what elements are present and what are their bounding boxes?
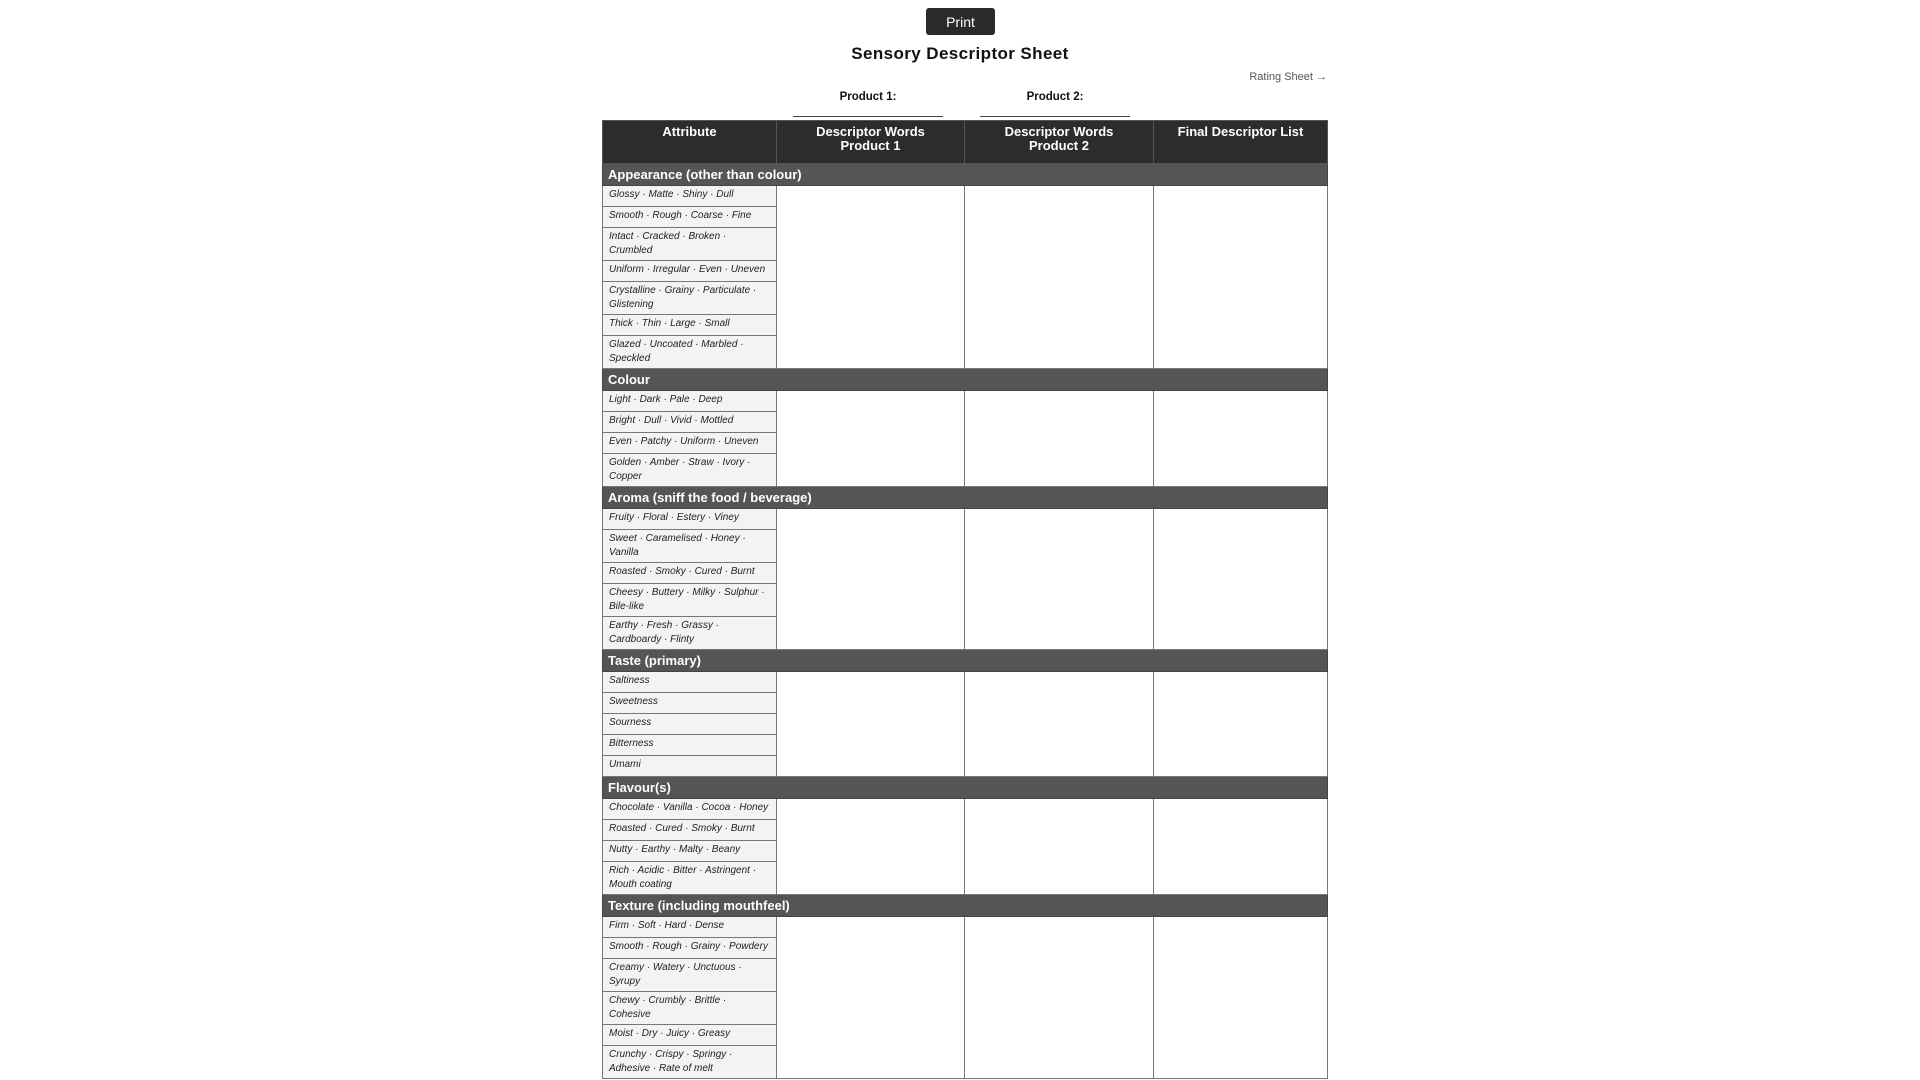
table-body [603, 164, 1328, 1079]
attribute-descriptors: Chocolate · Vanilla · Cocoa · Honey [603, 799, 777, 820]
attribute-descriptors: Roasted · Cured · Smoky · Burnt [603, 820, 777, 841]
attribute-row [603, 672, 1328, 693]
descriptor-table [602, 120, 1328, 1079]
attribute-descriptors: Sweet · Caramelised · Honey · Vanilla [603, 530, 777, 563]
attribute-descriptors: Bright · Dull · Vivid · Mottled [603, 412, 777, 433]
product-1-descriptor-cell[interactable] [777, 391, 965, 487]
attribute-descriptors: Roasted · Smoky · Cured · Burnt [603, 563, 777, 584]
attribute-descriptors: Moist · Dry · Juicy · Greasy [603, 1025, 777, 1046]
attribute-descriptors: Crystalline · Grainy · Particulate · Glistening [603, 282, 777, 315]
attribute-descriptors: Firm · Soft · Hard · Dense [603, 917, 777, 938]
section-header-row [603, 650, 1328, 672]
attribute-descriptors: Uniform · Irregular · Even · Uneven [603, 261, 777, 282]
product-1-descriptor-cell[interactable] [777, 186, 965, 369]
section-header-row [603, 369, 1328, 391]
attribute-descriptors: Smooth · Rough · Coarse · Fine [603, 207, 777, 228]
attribute-descriptors: Even · Patchy · Uniform · Uneven [603, 433, 777, 454]
rating-sheet-link[interactable]: Rating Sheet → [1249, 71, 1327, 83]
header-descriptor-product-1-line1: Descriptor Words [816, 124, 925, 139]
section-header-row [603, 164, 1328, 186]
header-descriptor-product-2-line1: Descriptor Words [1004, 124, 1114, 139]
product-2-descriptor-cell[interactable] [965, 799, 1154, 895]
product-2-label: Product 2: [1026, 91, 1084, 103]
final-descriptor-cell[interactable] [1154, 917, 1328, 1079]
header-descriptor-product-2 [965, 121, 1154, 164]
final-descriptor-cell[interactable] [1154, 186, 1328, 369]
product-1-label: Product 1: [839, 91, 897, 103]
print-button[interactable]: Print [926, 8, 995, 35]
attribute-row [603, 509, 1328, 530]
product-2-descriptor-cell[interactable] [965, 391, 1154, 487]
final-descriptor-cell[interactable] [1154, 391, 1328, 487]
attribute-descriptors: Golden · Amber · Straw · Ivory · Copper [603, 454, 777, 487]
section-title: Taste (primary) [603, 650, 1328, 672]
header-descriptor-product-2-line2: Product 2 [1029, 138, 1089, 153]
section-title: Flavour(s) [603, 777, 1328, 799]
attribute-descriptors: Light · Dark · Pale · Deep [603, 391, 777, 412]
section-header-row [603, 777, 1328, 799]
header-final-descriptor-list: Final Descriptor List [1154, 121, 1328, 164]
attribute-descriptors: Sweetness [603, 693, 777, 714]
product-1-field[interactable] [793, 91, 943, 117]
attribute-descriptors: Cheesy · Buttery · Milky · Sulphur · Bile-like [603, 584, 777, 617]
product-1-descriptor-cell[interactable] [777, 917, 965, 1079]
header-descriptor-product-1-line2: Product 1 [840, 138, 901, 153]
attribute-descriptors: Creamy · Watery · Unctuous · Syrupy [603, 959, 777, 992]
attribute-descriptors: Smooth · Rough · Grainy · Powdery [603, 938, 777, 959]
product-1-descriptor-cell[interactable] [777, 509, 965, 650]
product-2-descriptor-cell[interactable] [965, 672, 1154, 777]
attribute-descriptors: Intact · Cracked · Broken · Crumbled [603, 228, 777, 261]
section-header-row [603, 487, 1328, 509]
attribute-descriptors: Glossy · Matte · Shiny · Dull [603, 186, 777, 207]
attribute-descriptors: Glazed · Uncoated · Marbled · Speckled [603, 336, 777, 369]
attribute-descriptors: Sourness [603, 714, 777, 735]
product-1-descriptor-cell[interactable] [777, 672, 965, 777]
product-2-descriptor-cell[interactable] [965, 186, 1154, 369]
product-2-descriptor-cell[interactable] [965, 509, 1154, 650]
table-header-row [603, 121, 1328, 164]
final-descriptor-cell[interactable] [1154, 672, 1328, 777]
attribute-descriptors: Thick · Thin · Large · Small [603, 315, 777, 336]
attribute-descriptors: Chewy · Crumbly · Brittle · Cohesive [603, 992, 777, 1025]
attribute-descriptors: Saltiness [603, 672, 777, 693]
section-header-row [603, 895, 1328, 917]
product-1-descriptor-cell[interactable] [777, 799, 965, 895]
attribute-descriptors: Fruity · Floral · Estery · Viney [603, 509, 777, 530]
attribute-row [603, 917, 1328, 938]
product-2-field[interactable] [980, 91, 1130, 117]
attribute-descriptors: Umami [603, 756, 777, 777]
attribute-descriptors: Earthy · Fresh · Grassy · Cardboardy · Flinty [603, 617, 777, 650]
attribute-descriptors: Rich · Acidic · Bitter · Astringent · Mouth coating [603, 862, 777, 895]
section-title: Texture (including mouthfeel) [603, 895, 1328, 917]
attribute-row [603, 186, 1328, 207]
header-attribute: Attribute [603, 121, 777, 164]
section-title: Colour [603, 369, 1328, 391]
attribute-descriptors: Nutty · Earthy · Malty · Beany [603, 841, 777, 862]
page-title: Sensory Descriptor Sheet [851, 44, 1069, 63]
section-title: Appearance (other than colour) [603, 164, 1328, 186]
attribute-row [603, 391, 1328, 412]
attribute-row [603, 799, 1328, 820]
attribute-descriptors: Crunchy · Crispy · Springy · Adhesive · Rate of melt [603, 1046, 777, 1079]
final-descriptor-cell[interactable] [1154, 799, 1328, 895]
attribute-descriptors: Bitterness [603, 735, 777, 756]
final-descriptor-cell[interactable] [1154, 509, 1328, 650]
header-descriptor-product-1 [777, 121, 965, 164]
section-title: Aroma (sniff the food / beverage) [603, 487, 1328, 509]
product-2-descriptor-cell[interactable] [965, 917, 1154, 1079]
